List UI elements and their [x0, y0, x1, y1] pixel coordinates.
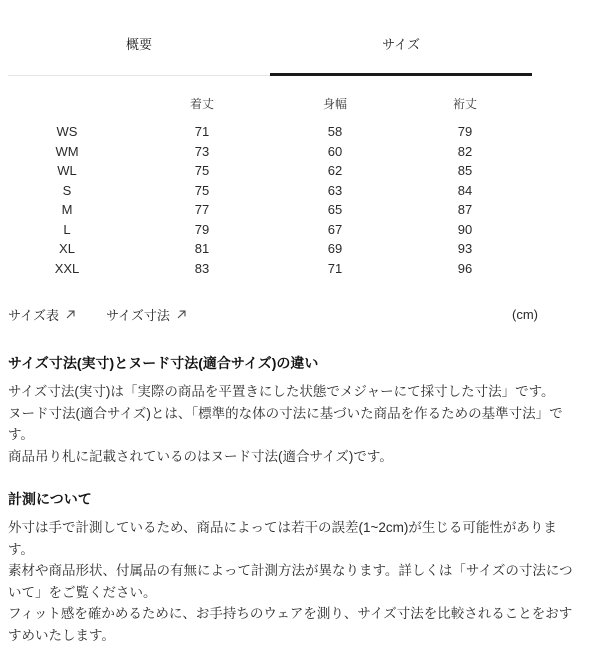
value-sleeve: 87	[457, 202, 473, 218]
size-table-header	[0, 93, 530, 113]
value-width: 60	[327, 143, 343, 159]
value-width: 69	[327, 241, 343, 257]
size-label: WM	[55, 143, 79, 159]
value-sleeve: 79	[457, 124, 473, 140]
value-sleeve: 85	[457, 163, 473, 179]
value-width: 67	[327, 221, 343, 237]
value-width: 58	[327, 124, 343, 140]
size-label: WL	[57, 163, 77, 179]
size-label: XXL	[54, 260, 80, 276]
section-paragraph: 外寸は手で計測しているため、商品によっては若干の誤差(1~2cm)が生じる可能性があります。	[8, 520, 557, 557]
value-width: 65	[327, 202, 343, 218]
size-label: M	[61, 202, 73, 218]
table-row	[0, 181, 530, 201]
external-link-icon	[176, 309, 187, 320]
value-sleeve: 90	[457, 221, 473, 237]
tab-bar	[8, 38, 532, 76]
table-row	[0, 220, 530, 240]
column-header-sleeve: 裄丈	[452, 96, 477, 111]
size-spec-link-label: サイズ寸法	[105, 308, 170, 323]
size-chart-link[interactable]	[8, 305, 76, 324]
value-sleeve: 96	[457, 260, 473, 276]
table-row	[0, 122, 530, 142]
value-length: 79	[194, 221, 210, 237]
size-label: S	[62, 182, 72, 198]
table-row	[0, 142, 530, 162]
section-heading: 計測について	[8, 491, 92, 507]
size-label: L	[63, 221, 71, 237]
table-row	[0, 259, 530, 279]
size-chart-link-label: サイズ表	[8, 308, 59, 323]
value-length: 71	[194, 124, 210, 140]
unit-label: (cm)	[512, 307, 538, 322]
table-row	[0, 239, 530, 259]
table-row	[0, 200, 530, 220]
value-sleeve: 93	[457, 241, 473, 257]
section-paragraph: 素材や商品形状、付属品の有無によって計測方法が異なります。詳しくは「サイズの寸法について」をご覧ください。	[8, 563, 573, 600]
section-paragraph: 商品吊り札に記載されているのはヌード寸法(適合サイズ)です。	[8, 448, 393, 464]
column-header-length: 着丈	[189, 96, 214, 111]
section-size-spec-difference	[8, 354, 580, 467]
section-paragraph: ヌード寸法(適合サイズ)とは、「標準的な体の寸法に基づいた商品を作るための基準寸法」です。	[8, 405, 563, 442]
info-sections	[8, 354, 580, 646]
size-spec-link[interactable]	[106, 305, 187, 324]
value-sleeve: 84	[457, 182, 473, 198]
value-length: 83	[194, 260, 210, 276]
external-link-icon	[65, 309, 76, 320]
value-length: 77	[194, 202, 210, 218]
tab-overview[interactable]: 概要	[8, 38, 270, 76]
value-width: 62	[327, 163, 343, 179]
section-measurement	[8, 490, 580, 646]
value-length: 81	[194, 241, 210, 257]
value-length: 75	[194, 163, 210, 179]
value-sleeve: 82	[457, 143, 473, 159]
size-label: XL	[59, 241, 75, 257]
size-label: WS	[56, 124, 78, 140]
value-width: 71	[327, 260, 343, 276]
section-paragraph: サイズ寸法(実寸)は「実際の商品を平置きにした状態でメジャーにて採寸した寸法」です。	[8, 384, 555, 399]
size-tab-panel	[0, 37, 600, 643]
section-heading: サイズ寸法(実寸)とヌード寸法(適合サイズ)の違い	[8, 355, 319, 371]
tab-size[interactable]: サイズ	[270, 38, 532, 76]
value-length: 75	[194, 182, 210, 198]
value-length: 73	[194, 143, 210, 159]
table-footer-row	[8, 305, 575, 324]
section-paragraph: フィット感を確かめるために、お手持ちのウェアを測り、サイズ寸法を比較されることをおすすめいたします。	[8, 606, 573, 643]
size-table	[0, 93, 530, 278]
table-row	[0, 161, 530, 181]
value-width: 63	[327, 182, 343, 198]
column-header-width: 身幅	[322, 96, 347, 111]
